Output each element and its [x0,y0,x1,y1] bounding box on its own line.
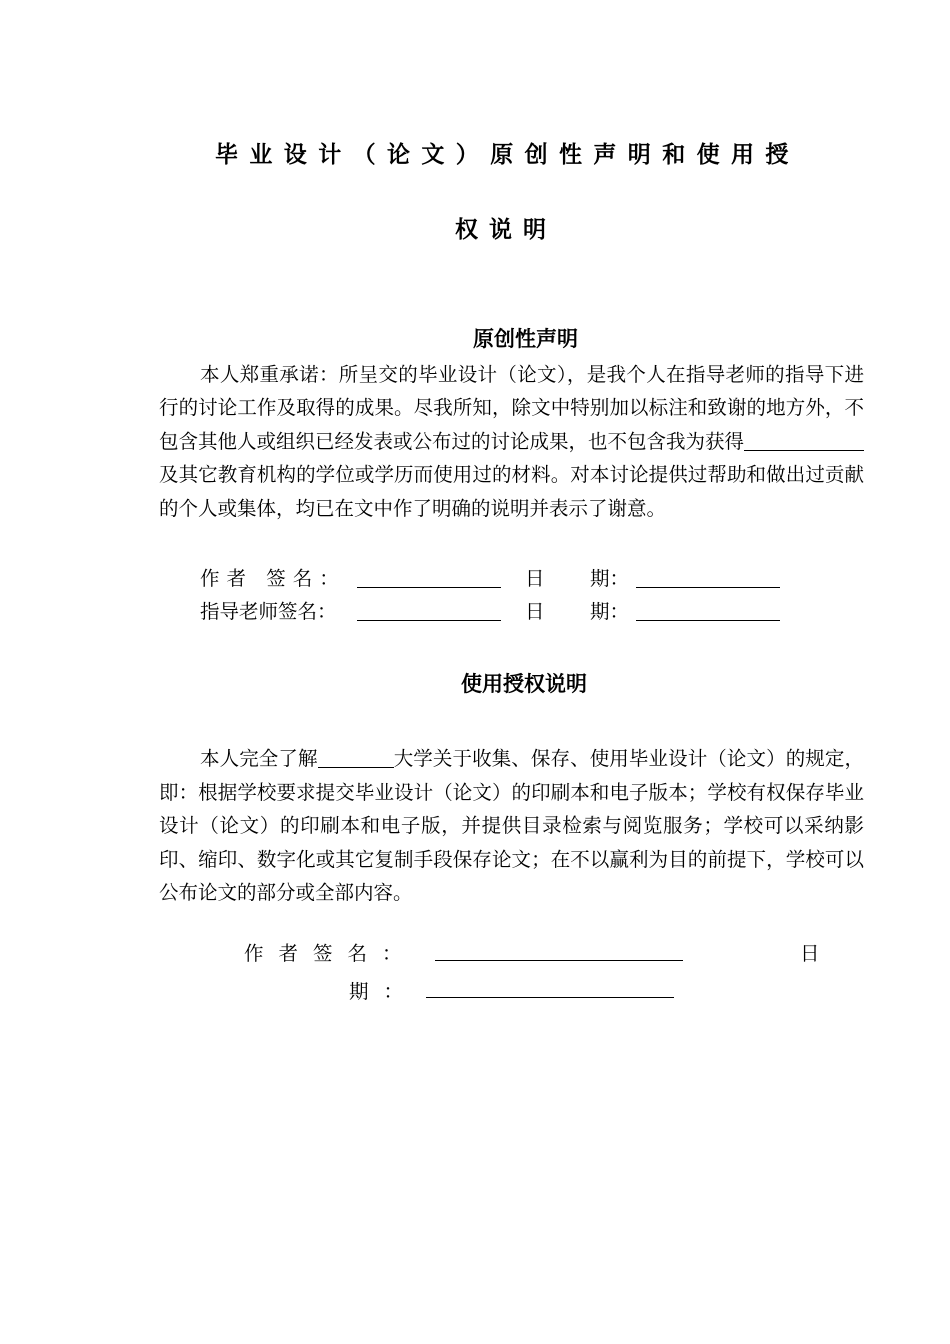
university-fill-blank [318,745,394,768]
authorization-heading: 使用授权说明 [461,672,587,696]
authorization-author-signature-line [435,960,683,961]
date-label-char-1: 日 [525,600,545,623]
authorization-text-part-2: 大学关于收集、保存、使用毕业设计（论文）的规定，即：根据学校要求提交毕业设计（论文）的印刷本和电子版本；学校有权保存毕业设计（论文）的印刷本和电子版，并提供目录检索与阅览服务；学校可以采纳影印、缩印、数字化或其它复制手段保存论文；在不以赢利为目的前提下，学校可以公布论文的部分或全部内容。 [159,747,864,905]
originality-text-part-1: 本人郑重承诺：所呈交的毕业设计（论文），是我个人在指导老师的指导下进行的讨论工作及取得的成果。尽我所知，除文中特别加以标注和致谢的地方外，不包含其他人或组织已经发表或公布过的讨论成果，也不包含我为获得 [159,363,864,453]
authorization-date-label-char-2: 期： [349,980,419,1003]
authorization-text-part-1: 本人完全了解 [200,747,318,770]
date-label-char-2: 期： [590,600,630,623]
advisor-signature-line [357,620,501,621]
advisor-date-line [636,620,780,621]
authorization-statement [159,742,864,910]
authorization-date-line [426,997,674,998]
degree-fill-blank [744,428,864,451]
authorization-date-label-char-1: 日 [800,942,820,965]
date-label-char-2: 期： [590,567,630,590]
author-signature-label: 作者 签名： [200,567,346,590]
document-title-line-2: 权说明 [455,217,557,243]
author-date-line [636,587,780,588]
originality-heading: 原创性声明 [473,327,578,351]
originality-statement [159,358,864,525]
authorization-author-signature-label: 作者签名： [244,942,417,965]
originality-text-part-2: 及其它教育机构的学位或学历而使用过的材料。对本讨论提供过帮助和做出过贡献的个人或集体，均已在文中作了明确的说明并表示了谢意。 [159,463,864,520]
advisor-signature-label: 指导老师签名： [200,600,337,623]
author-signature-line [357,587,501,588]
date-label-char-1: 日 [525,567,545,590]
document-title-line-1: 毕业设计（论文）原创性声明和使用授 [215,142,800,168]
